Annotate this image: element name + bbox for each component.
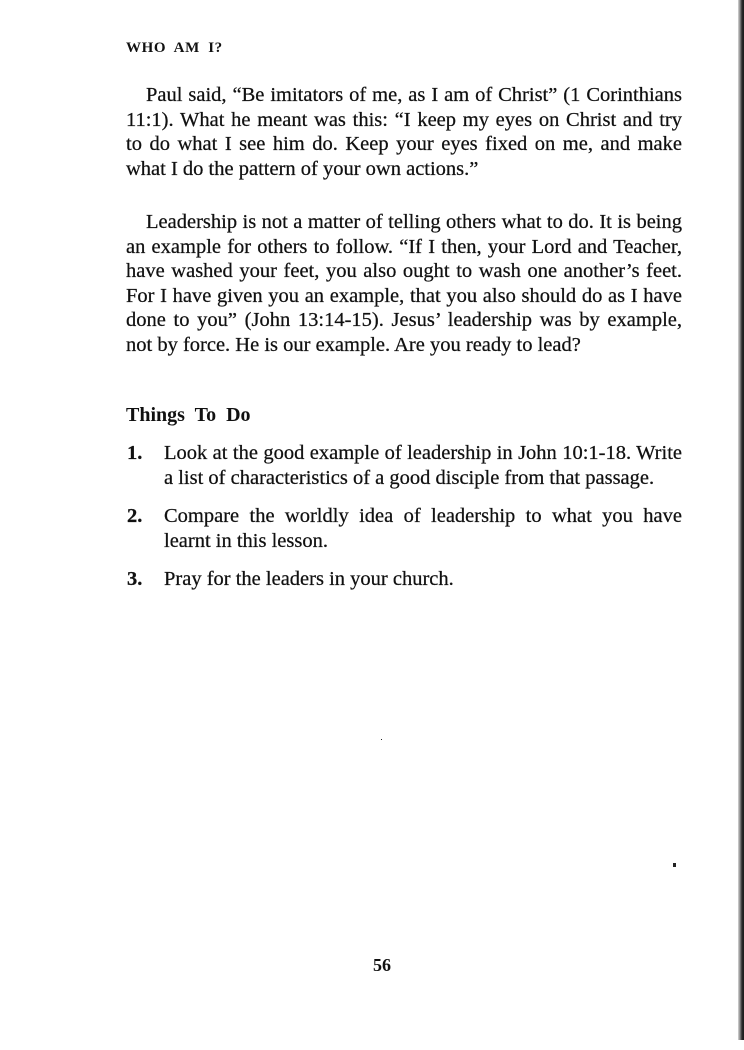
todo-item xyxy=(126,567,682,592)
page-number: 56 xyxy=(373,955,391,975)
todo-item-text: Look at the good example of leadership in John 10:1-18. Write a list of characteristics of a good disciple from that passage. xyxy=(164,442,682,489)
running-head: WHO AM I? xyxy=(126,40,223,56)
scan-speck xyxy=(381,739,382,740)
todo-item-number: 1. xyxy=(127,442,143,464)
scan-speck xyxy=(673,863,676,867)
paragraph-text: Leadership is not a matter of telling others what to do. It is being an example for others to follow. “If I then, your Lord and Teacher, have washed your feet, you also ought to wash one another’s feet. For I have given you an example, that you also should do as I have done to you” (John 13:14-15). Jesus’ leadership was by example, not by force. He is our example. Are you ready to lead? xyxy=(126,211,682,356)
todo-item xyxy=(126,504,682,553)
todo-item xyxy=(126,441,682,490)
todo-item-text: Compare the worldly idea of leadership to what you have learnt in this lesson. xyxy=(164,505,682,552)
paragraph-leadership xyxy=(126,210,682,358)
section-heading-things-to-do: Things To Do xyxy=(126,404,251,426)
todo-item-number: 3. xyxy=(127,568,143,591)
scanned-page-edge xyxy=(738,0,744,1040)
todo-item-number: 2. xyxy=(127,505,143,528)
todo-list xyxy=(126,441,682,606)
paragraph-text: Paul said, “Be imitators of me, as I am of Christ” (1 Corinthians 11:1). What he meant was this: “I keep my eyes on Christ and try to do what I see him do. Keep your eyes fixed on me, and make what I do the pattern of your own actions.” xyxy=(126,84,682,180)
paragraph-imitators xyxy=(126,83,682,181)
todo-item-text: Pray for the leaders in your church. xyxy=(164,568,454,591)
